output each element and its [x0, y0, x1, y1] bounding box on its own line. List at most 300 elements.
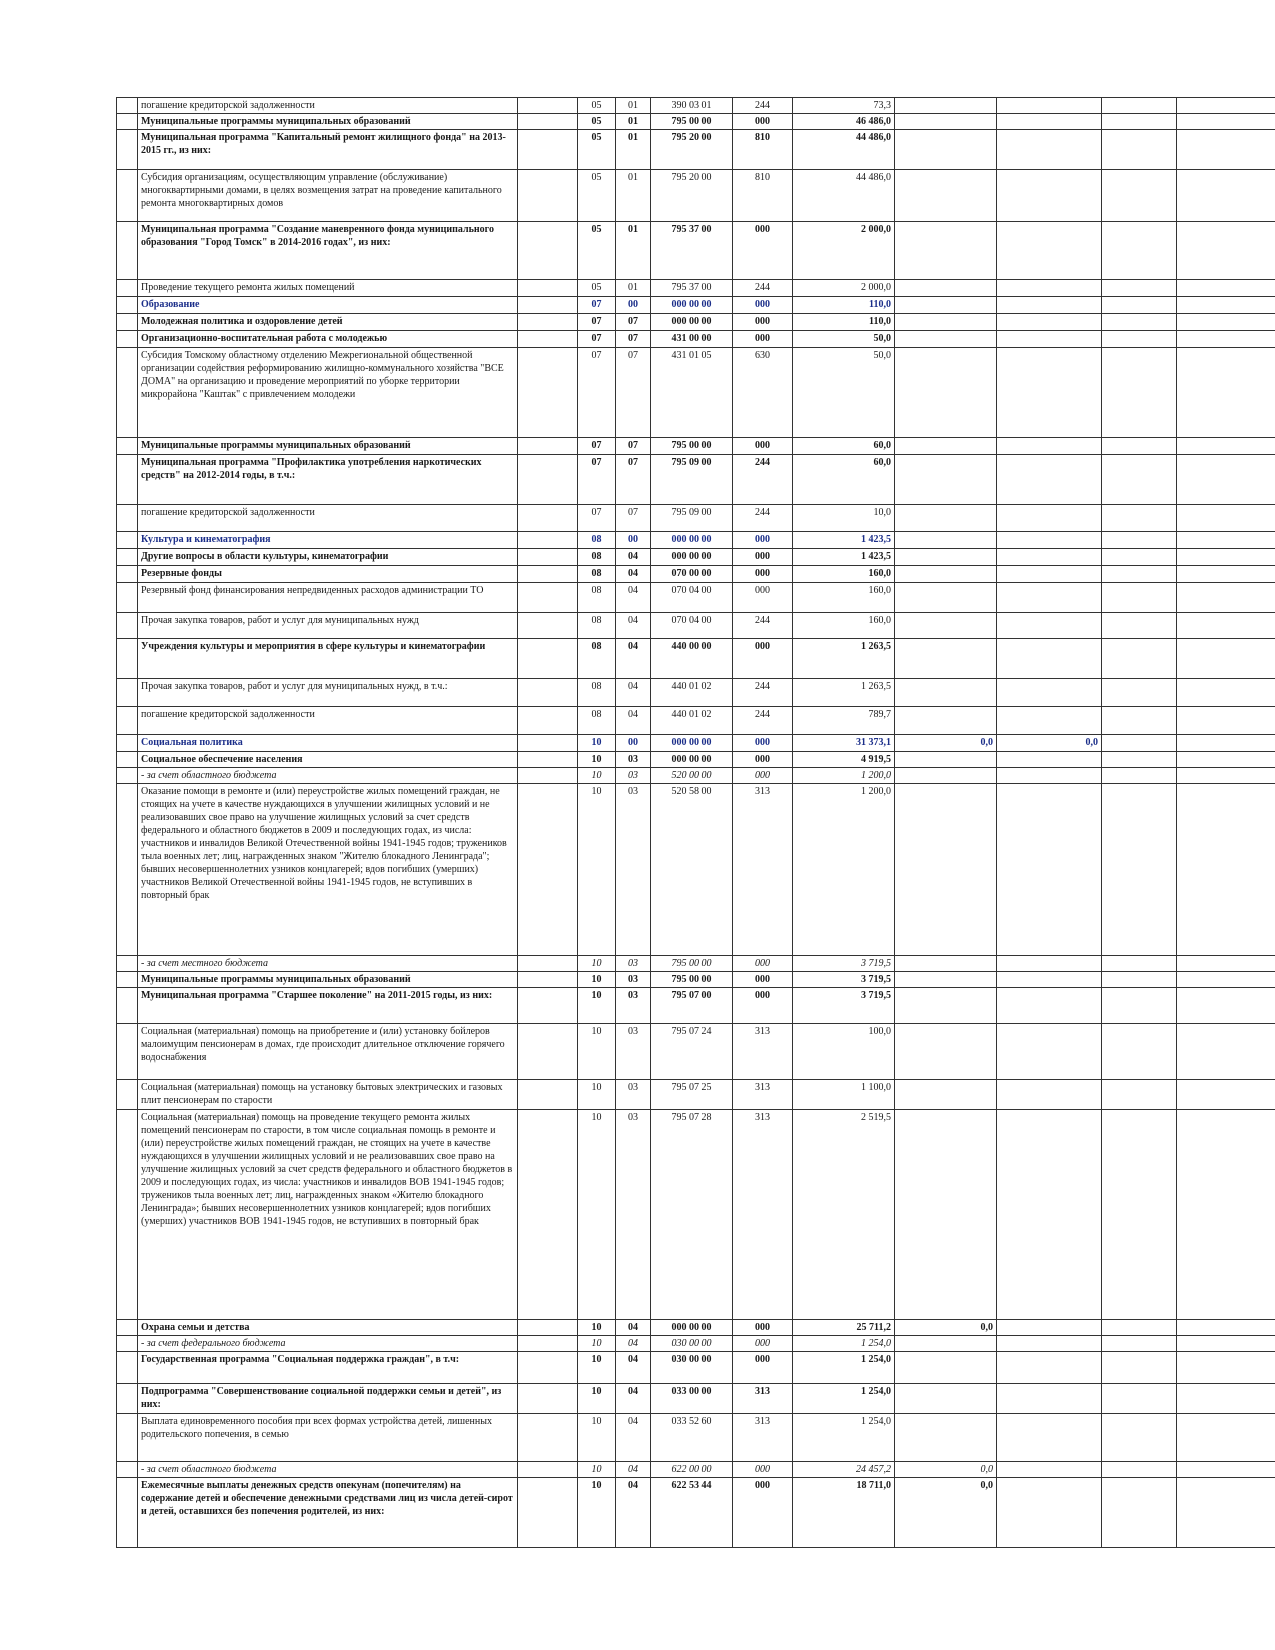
table-row — [117, 297, 1275, 314]
row-subsection-code: 03 — [616, 972, 651, 988]
row-amount-2: 0,0 — [895, 1462, 997, 1478]
row-empty-cell — [1177, 1110, 1275, 1320]
table-row — [117, 532, 1275, 549]
row-empty-cell — [1102, 314, 1177, 331]
row-expense-type: 000 — [733, 297, 793, 314]
row-empty-cell — [1102, 735, 1177, 752]
row-margin-cell — [117, 988, 138, 1024]
table-row — [117, 331, 1275, 348]
row-empty-cell — [1177, 438, 1275, 455]
row-amount: 1 263,5 — [793, 679, 895, 707]
row-subsection-code: 00 — [616, 297, 651, 314]
row-amount: 50,0 — [793, 348, 895, 438]
row-expense-type: 244 — [733, 98, 793, 114]
row-name: Прочая закупка товаров, работ и услуг для муниципальных нужд — [138, 613, 518, 639]
row-empty-cell — [518, 348, 578, 438]
row-expense-type: 313 — [733, 1080, 793, 1110]
row-subsection-code: 01 — [616, 170, 651, 222]
table-row — [117, 613, 1275, 639]
row-empty-cell — [1177, 679, 1275, 707]
row-name: - за счет федерального бюджета — [138, 1336, 518, 1352]
row-empty-cell — [518, 639, 578, 679]
row-amount: 60,0 — [793, 438, 895, 455]
row-margin-cell — [117, 1352, 138, 1384]
row-target-article: 795 37 00 — [651, 222, 733, 280]
table-row — [117, 566, 1275, 583]
row-expense-type: 313 — [733, 1024, 793, 1080]
row-amount-2 — [895, 348, 997, 438]
table-row — [117, 114, 1275, 130]
table-row — [117, 1320, 1275, 1336]
row-empty-cell — [1177, 348, 1275, 438]
row-empty-cell — [1177, 735, 1275, 752]
row-amount-2 — [895, 1336, 997, 1352]
row-name: погашение кредиторской задолженности — [138, 98, 518, 114]
row-amount-3 — [997, 583, 1102, 613]
row-empty-cell — [1177, 170, 1275, 222]
row-amount: 160,0 — [793, 583, 895, 613]
row-expense-type: 313 — [733, 1384, 793, 1414]
row-amount: 1 254,0 — [793, 1384, 895, 1414]
row-target-article: 795 00 00 — [651, 114, 733, 130]
row-empty-cell — [1102, 331, 1177, 348]
row-section-code: 10 — [578, 1024, 616, 1080]
row-target-article: 795 00 00 — [651, 956, 733, 972]
row-name: Резервные фонды — [138, 566, 518, 583]
row-amount: 1 100,0 — [793, 1080, 895, 1110]
row-section-code: 08 — [578, 583, 616, 613]
row-section-code: 10 — [578, 1080, 616, 1110]
row-expense-type: 810 — [733, 170, 793, 222]
row-amount-3 — [997, 98, 1102, 114]
row-amount: 73,3 — [793, 98, 895, 114]
row-amount-2: 0,0 — [895, 1478, 997, 1548]
row-empty-cell — [518, 1320, 578, 1336]
row-amount: 1 423,5 — [793, 532, 895, 549]
row-amount: 46 486,0 — [793, 114, 895, 130]
row-empty-cell — [518, 1080, 578, 1110]
row-name: Культура и кинематография — [138, 532, 518, 549]
row-margin-cell — [117, 768, 138, 784]
row-amount-3 — [997, 314, 1102, 331]
row-empty-cell — [518, 532, 578, 549]
row-amount-3 — [997, 505, 1102, 532]
row-name: погашение кредиторской задолженности — [138, 505, 518, 532]
row-expense-type: 313 — [733, 1110, 793, 1320]
table-row — [117, 707, 1275, 735]
row-expense-type: 000 — [733, 114, 793, 130]
row-subsection-code: 07 — [616, 438, 651, 455]
row-empty-cell — [1177, 314, 1275, 331]
row-margin-cell — [117, 1336, 138, 1352]
row-empty-cell — [518, 331, 578, 348]
row-subsection-code: 07 — [616, 505, 651, 532]
row-amount-3 — [997, 972, 1102, 988]
row-amount: 60,0 — [793, 455, 895, 505]
row-empty-cell — [518, 972, 578, 988]
row-empty-cell — [1177, 1478, 1275, 1548]
row-amount-3 — [997, 1414, 1102, 1462]
row-expense-type: 000 — [733, 752, 793, 768]
row-name: погашение кредиторской задолженности — [138, 707, 518, 735]
row-subsection-code: 07 — [616, 348, 651, 438]
row-amount-3 — [997, 438, 1102, 455]
table-row — [117, 1352, 1275, 1384]
row-amount-3 — [997, 784, 1102, 956]
table-row — [117, 1110, 1275, 1320]
row-name: - за счет местного бюджета — [138, 956, 518, 972]
row-section-code: 10 — [578, 1352, 616, 1384]
row-amount: 4 919,5 — [793, 752, 895, 768]
row-empty-cell — [518, 1336, 578, 1352]
row-target-article: 795 07 28 — [651, 1110, 733, 1320]
row-amount-2 — [895, 98, 997, 114]
row-amount-3 — [997, 1336, 1102, 1352]
row-section-code: 10 — [578, 1414, 616, 1462]
row-amount-2 — [895, 988, 997, 1024]
row-section-code: 10 — [578, 1110, 616, 1320]
row-margin-cell — [117, 98, 138, 114]
budget-sheet — [116, 97, 1275, 1650]
row-empty-cell — [1102, 297, 1177, 314]
row-amount-2 — [895, 130, 997, 170]
row-empty-cell — [518, 1024, 578, 1080]
row-target-article: 795 37 00 — [651, 280, 733, 297]
row-margin-cell — [117, 1080, 138, 1110]
row-expense-type: 630 — [733, 348, 793, 438]
row-amount-3 — [997, 280, 1102, 297]
row-target-article: 795 00 00 — [651, 972, 733, 988]
row-subsection-code: 04 — [616, 707, 651, 735]
row-section-code: 07 — [578, 314, 616, 331]
row-name: Государственная программа "Социальная поддержка граждан", в т.ч: — [138, 1352, 518, 1384]
row-amount-3 — [997, 707, 1102, 735]
row-expense-type: 000 — [733, 566, 793, 583]
row-name: Резервный фонд финансирования непредвиденных расходов администрации ТО — [138, 583, 518, 613]
row-target-article: 033 52 60 — [651, 1414, 733, 1462]
row-target-article: 795 20 00 — [651, 170, 733, 222]
row-empty-cell — [518, 98, 578, 114]
row-expense-type: 000 — [733, 768, 793, 784]
row-empty-cell — [518, 297, 578, 314]
row-name: Муниципальная программа "Капитальный ремонт жилищного фонда" на 2013-2015 гг., из них: — [138, 130, 518, 170]
row-amount-3 — [997, 613, 1102, 639]
row-name: Оказание помощи в ремонте и (или) переустройстве жилых помещений граждан, не стоящих на учете в качестве нуждающихся в улучшении жилищных условий и не реализовавших свое право на улучшение жилищных условий за счет средств федерального и областного бюджетов в 2009 и последующих годах, из числа: участников и инвалидов Великой Отечественной войны 1941-1945 годов; тружеников тыла военных лет; лиц, награжденных знаком "Жителю блокадного Ленинграда"; бывших несовершеннолетних узников концлагерей; вдов погибших (умерших) участников Великой Отечественной войны 1941-1945 годов, не вступивших в повторный брак — [138, 784, 518, 956]
table-row — [117, 1384, 1275, 1414]
row-empty-cell — [1102, 1024, 1177, 1080]
row-margin-cell — [117, 1384, 138, 1414]
row-empty-cell — [1177, 752, 1275, 768]
row-subsection-code: 04 — [616, 679, 651, 707]
table-row — [117, 170, 1275, 222]
row-amount-3 — [997, 532, 1102, 549]
row-empty-cell — [518, 114, 578, 130]
row-empty-cell — [1102, 768, 1177, 784]
row-empty-cell — [1102, 1462, 1177, 1478]
row-amount-3 — [997, 1478, 1102, 1548]
row-expense-type: 000 — [733, 1478, 793, 1548]
row-amount: 110,0 — [793, 314, 895, 331]
row-amount-3 — [997, 679, 1102, 707]
row-target-article: 795 07 24 — [651, 1024, 733, 1080]
row-subsection-code: 01 — [616, 98, 651, 114]
row-empty-cell — [1102, 98, 1177, 114]
row-section-code: 10 — [578, 735, 616, 752]
row-amount-2 — [895, 1352, 997, 1384]
row-subsection-code: 03 — [616, 1110, 651, 1320]
row-empty-cell — [1102, 988, 1177, 1024]
row-target-article: 070 04 00 — [651, 613, 733, 639]
row-empty-cell — [518, 130, 578, 170]
row-subsection-code: 03 — [616, 1080, 651, 1110]
row-amount-2 — [895, 222, 997, 280]
row-name: Прочая закупка товаров, работ и услуг для муниципальных нужд, в т.ч.: — [138, 679, 518, 707]
row-amount-3 — [997, 549, 1102, 566]
row-subsection-code: 04 — [616, 1352, 651, 1384]
row-section-code: 10 — [578, 956, 616, 972]
row-amount-2 — [895, 505, 997, 532]
row-amount-3 — [997, 566, 1102, 583]
row-target-article: 622 53 44 — [651, 1478, 733, 1548]
table-row — [117, 222, 1275, 280]
row-section-code: 05 — [578, 280, 616, 297]
row-margin-cell — [117, 314, 138, 331]
row-empty-cell — [1177, 331, 1275, 348]
table-row — [117, 752, 1275, 768]
row-amount-2 — [895, 583, 997, 613]
row-name: Социальное обеспечение населения — [138, 752, 518, 768]
row-empty-cell — [1177, 455, 1275, 505]
row-name: Муниципальная программа "Старшее поколение" на 2011-2015 годы, из них: — [138, 988, 518, 1024]
row-amount-3 — [997, 1080, 1102, 1110]
row-amount-2 — [895, 972, 997, 988]
row-amount-3 — [997, 1320, 1102, 1336]
row-amount-3 — [997, 768, 1102, 784]
table-row — [117, 1336, 1275, 1352]
row-subsection-code: 03 — [616, 956, 651, 972]
row-empty-cell — [518, 956, 578, 972]
row-margin-cell — [117, 1320, 138, 1336]
row-amount: 1 200,0 — [793, 768, 895, 784]
row-empty-cell — [518, 1384, 578, 1414]
row-amount: 3 719,5 — [793, 956, 895, 972]
row-subsection-code: 07 — [616, 455, 651, 505]
row-section-code: 08 — [578, 532, 616, 549]
row-margin-cell — [117, 784, 138, 956]
table-row — [117, 280, 1275, 297]
row-amount-2: 0,0 — [895, 1320, 997, 1336]
row-name: Социальная (материальная) помощь на проведение текущего ремонта жилых помещений пенсионерам по старости, в том числе социальная помощь в ремонте и (или) переустройстве жилых помещений граждан, не стоящих на учете в качестве нуждающихся в улучшении жилищных условий и не реализовавших свое право на улучшение жилищных условий за счет средств федерального и областного бюджетов в 2009 и последующих годах, из числа: участников и инвалидов ВОВ 1941-1945 годов; тружеников тыла военных лет; лиц, награжденных знаком «Жителю блокадного Ленинграда»; бывших несовершеннолетних узников концлагерей; вдов погибших (умерших) участников ВОВ 1941-1945 годов, не вступивших в повторный брак — [138, 1110, 518, 1320]
row-subsection-code: 03 — [616, 768, 651, 784]
row-expense-type: 000 — [733, 988, 793, 1024]
row-expense-type: 000 — [733, 314, 793, 331]
row-margin-cell — [117, 1024, 138, 1080]
row-amount-2 — [895, 768, 997, 784]
row-margin-cell — [117, 1478, 138, 1548]
row-empty-cell — [518, 583, 578, 613]
row-empty-cell — [1102, 1320, 1177, 1336]
row-amount-2 — [895, 752, 997, 768]
row-expense-type: 000 — [733, 1462, 793, 1478]
row-name: Социальная (материальная) помощь на установку бытовых электрических и газовых плит пенсионерам по старости — [138, 1080, 518, 1110]
row-empty-cell — [1102, 505, 1177, 532]
row-margin-cell — [117, 532, 138, 549]
row-amount: 2 000,0 — [793, 222, 895, 280]
row-empty-cell — [518, 1462, 578, 1478]
row-margin-cell — [117, 707, 138, 735]
row-empty-cell — [518, 566, 578, 583]
row-empty-cell — [1102, 1384, 1177, 1414]
row-subsection-code: 04 — [616, 1462, 651, 1478]
row-target-article: 795 09 00 — [651, 505, 733, 532]
row-empty-cell — [1177, 768, 1275, 784]
row-empty-cell — [1102, 1110, 1177, 1320]
row-target-article: 520 00 00 — [651, 768, 733, 784]
row-name: Муниципальные программы муниципальных образований — [138, 114, 518, 130]
row-section-code: 05 — [578, 130, 616, 170]
row-amount-2 — [895, 280, 997, 297]
row-section-code: 05 — [578, 98, 616, 114]
row-margin-cell — [117, 505, 138, 532]
row-empty-cell — [518, 1110, 578, 1320]
row-subsection-code: 04 — [616, 639, 651, 679]
row-amount-2: 0,0 — [895, 735, 997, 752]
row-margin-cell — [117, 752, 138, 768]
row-target-article: 000 00 00 — [651, 1320, 733, 1336]
row-name: Подпрограмма "Совершенствование социальной поддержки семьи и детей", из них: — [138, 1384, 518, 1414]
row-amount-2 — [895, 1024, 997, 1080]
row-target-article: 033 00 00 — [651, 1384, 733, 1414]
row-amount-2 — [895, 639, 997, 679]
row-empty-cell — [1177, 1352, 1275, 1384]
table-row — [117, 956, 1275, 972]
row-amount-3 — [997, 1462, 1102, 1478]
table-row — [117, 130, 1275, 170]
row-subsection-code: 03 — [616, 752, 651, 768]
row-amount-3 — [997, 1352, 1102, 1384]
table-row — [117, 1024, 1275, 1080]
row-amount: 50,0 — [793, 331, 895, 348]
row-amount-3 — [997, 956, 1102, 972]
row-expense-type: 000 — [733, 956, 793, 972]
row-empty-cell — [518, 280, 578, 297]
row-name: Проведение текущего ремонта жилых помещений — [138, 280, 518, 297]
row-amount-3 — [997, 1024, 1102, 1080]
row-empty-cell — [1177, 1336, 1275, 1352]
row-subsection-code: 03 — [616, 988, 651, 1024]
row-empty-cell — [518, 314, 578, 331]
table-row — [117, 348, 1275, 438]
row-amount-2 — [895, 549, 997, 566]
row-amount: 110,0 — [793, 297, 895, 314]
row-amount: 2 000,0 — [793, 280, 895, 297]
row-amount-3 — [997, 130, 1102, 170]
row-expense-type: 000 — [733, 1336, 793, 1352]
row-amount: 1 263,5 — [793, 639, 895, 679]
row-margin-cell — [117, 735, 138, 752]
table-row — [117, 505, 1275, 532]
row-expense-type: 000 — [733, 331, 793, 348]
row-subsection-code: 00 — [616, 735, 651, 752]
row-margin-cell — [117, 566, 138, 583]
row-amount-3 — [997, 114, 1102, 130]
row-section-code: 10 — [578, 1462, 616, 1478]
row-amount-3 — [997, 752, 1102, 768]
row-margin-cell — [117, 170, 138, 222]
row-amount: 100,0 — [793, 1024, 895, 1080]
row-expense-type: 244 — [733, 613, 793, 639]
row-name: Учреждения культуры и мероприятия в сфере культуры и кинематографии — [138, 639, 518, 679]
row-section-code: 05 — [578, 170, 616, 222]
row-section-code: 08 — [578, 566, 616, 583]
row-empty-cell — [1102, 438, 1177, 455]
row-empty-cell — [1177, 1462, 1275, 1478]
row-name: Ежемесячные выплаты денежных средств опекунам (попечителям) на содержание детей и обеспечение денежными средствами лиц из числа детей-сирот и детей, оставшихся без попечения родителей, из них: — [138, 1478, 518, 1548]
row-target-article: 390 03 01 — [651, 98, 733, 114]
row-amount-3 — [997, 1384, 1102, 1414]
row-subsection-code: 03 — [616, 1024, 651, 1080]
row-subsection-code: 04 — [616, 1336, 651, 1352]
row-section-code: 10 — [578, 1336, 616, 1352]
row-amount-2 — [895, 170, 997, 222]
row-expense-type: 244 — [733, 280, 793, 297]
row-subsection-code: 04 — [616, 549, 651, 566]
row-margin-cell — [117, 1414, 138, 1462]
table-row — [117, 583, 1275, 613]
row-empty-cell — [1102, 1336, 1177, 1352]
budget-table — [116, 97, 1275, 1548]
row-amount: 160,0 — [793, 613, 895, 639]
row-subsection-code: 04 — [616, 1384, 651, 1414]
row-target-article: 030 00 00 — [651, 1352, 733, 1384]
row-section-code: 10 — [578, 752, 616, 768]
row-amount-3 — [997, 455, 1102, 505]
row-empty-cell — [1177, 784, 1275, 956]
row-target-article: 000 00 00 — [651, 735, 733, 752]
row-subsection-code: 07 — [616, 314, 651, 331]
table-row — [117, 549, 1275, 566]
table-row — [117, 98, 1275, 114]
row-amount: 3 719,5 — [793, 988, 895, 1024]
row-amount-2 — [895, 331, 997, 348]
row-amount: 2 519,5 — [793, 1110, 895, 1320]
row-empty-cell — [1177, 1384, 1275, 1414]
row-target-article: 520 58 00 — [651, 784, 733, 956]
row-empty-cell — [1102, 639, 1177, 679]
row-amount: 24 457,2 — [793, 1462, 895, 1478]
row-target-article: 440 01 02 — [651, 679, 733, 707]
row-empty-cell — [1177, 505, 1275, 532]
row-subsection-code: 04 — [616, 566, 651, 583]
row-section-code: 10 — [578, 972, 616, 988]
table-row — [117, 735, 1275, 752]
row-amount: 1 423,5 — [793, 549, 895, 566]
row-margin-cell — [117, 1462, 138, 1478]
row-name: Социальная политика — [138, 735, 518, 752]
row-subsection-code: 04 — [616, 1478, 651, 1548]
table-row — [117, 314, 1275, 331]
table-row — [117, 784, 1275, 956]
row-empty-cell — [518, 438, 578, 455]
row-name: Образование — [138, 297, 518, 314]
row-amount-2 — [895, 314, 997, 331]
row-empty-cell — [1102, 114, 1177, 130]
row-empty-cell — [518, 752, 578, 768]
row-empty-cell — [1177, 1024, 1275, 1080]
table-row — [117, 972, 1275, 988]
row-empty-cell — [1177, 707, 1275, 735]
row-expense-type: 000 — [733, 972, 793, 988]
